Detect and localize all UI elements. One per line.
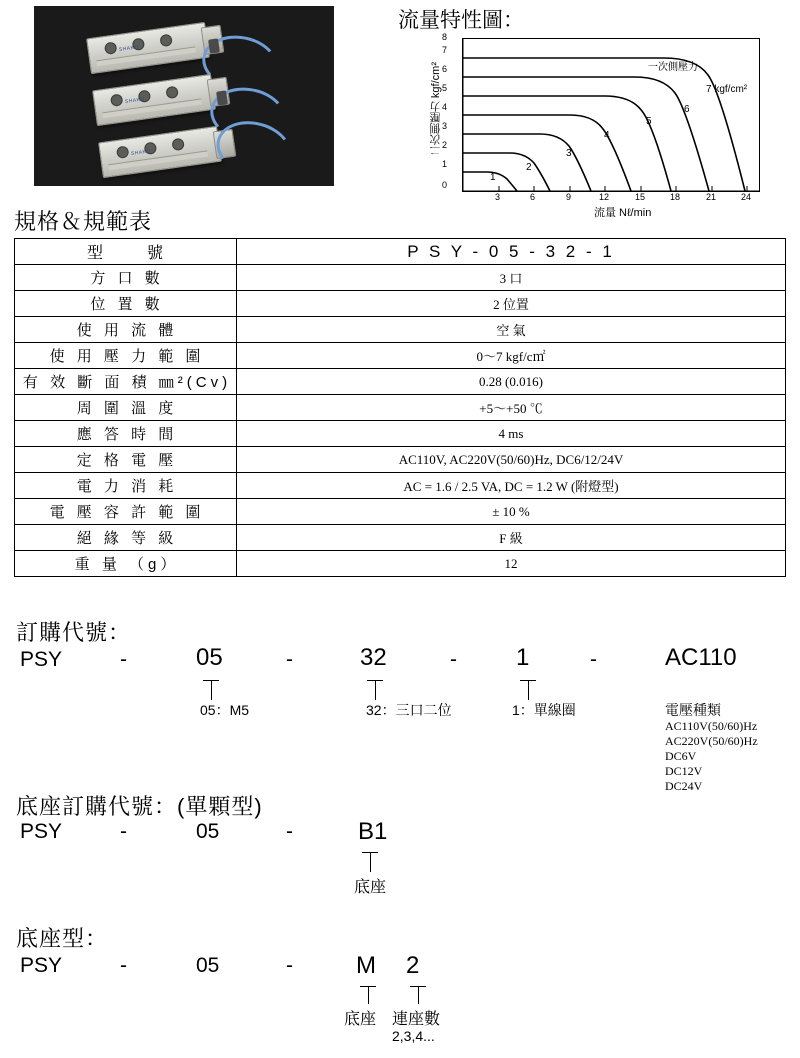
voltage-note-title: 電壓種類 xyxy=(665,702,721,718)
order-code-prefix: PSY xyxy=(20,648,63,671)
order-note-type: 32：三口二位 xyxy=(366,702,452,718)
leader-line xyxy=(368,986,369,1004)
spec-heading: 規格＆規範表 xyxy=(14,209,153,234)
chart-xtick: 3 xyxy=(495,192,501,202)
chart-xtick: 6 xyxy=(530,192,536,202)
table-row xyxy=(15,291,786,317)
basetype-code-dash: - xyxy=(120,954,127,977)
brand-label: SHAKO xyxy=(130,148,152,158)
spec-label: 應 答 時 間 xyxy=(15,421,237,447)
order-code-dash: - xyxy=(450,648,457,671)
product-photo xyxy=(34,6,334,186)
order-note-bore: 05：M5 xyxy=(200,702,250,718)
basetype-note-count: 連座數 xyxy=(392,1011,441,1028)
order-code-dash: - xyxy=(590,648,597,671)
leader-line xyxy=(418,986,419,1004)
chart-ytick: 6 xyxy=(442,64,448,74)
chart-curve-label: 3 xyxy=(566,148,572,159)
spec-label: 周 圍 溫 度 xyxy=(15,395,237,421)
table-row xyxy=(15,369,786,395)
chart-xtick: 15 xyxy=(635,192,646,202)
basetype-code-dash: - xyxy=(286,954,293,977)
base-order-heading: 底座訂購代號：(單顆型) xyxy=(16,794,263,819)
flow-characteristic-chart xyxy=(430,32,772,219)
chart-curve-label: 6 xyxy=(684,104,690,115)
valve-knob-icon xyxy=(171,138,185,152)
table-row xyxy=(15,447,786,473)
chart-curve-label: 1 xyxy=(490,172,496,183)
spec-value: F 級 xyxy=(237,525,786,551)
chart-xtick: 21 xyxy=(706,192,717,202)
base-code-dash: - xyxy=(120,820,127,843)
table-row xyxy=(15,551,786,577)
basetype-code-base: M xyxy=(356,952,376,979)
spec-value: 空 氣 xyxy=(237,317,786,343)
order-code-voltage: AC110 xyxy=(665,644,737,671)
spec-label: 絕 緣 等 級 xyxy=(15,525,237,551)
chart-curve-label: 4 xyxy=(604,130,610,141)
valve-knob-icon xyxy=(104,41,118,55)
spec-label: 電 壓 容 許 範 圍 xyxy=(15,499,237,525)
table-row xyxy=(15,395,786,421)
spec-label: 使 用 壓 力 範 圍 xyxy=(15,343,237,369)
chart-ytick: 0 xyxy=(442,180,448,190)
chart-curve-label: 2 xyxy=(526,162,532,173)
chart-ytick: 7 xyxy=(442,45,448,55)
spec-value: 0.28 (0.016) xyxy=(237,369,786,395)
chart-xtick: 18 xyxy=(670,192,681,202)
table-row xyxy=(15,265,786,291)
spec-value: AC110V, AC220V(50/60)Hz, DC6/12/24V xyxy=(237,447,786,473)
valve-knob-icon xyxy=(165,86,179,100)
table-row xyxy=(15,473,786,499)
base-type-heading: 底座型： xyxy=(16,926,109,951)
order-heading: 訂購代號： xyxy=(16,620,132,645)
flow-chart-title: 流量特性圖： xyxy=(398,9,524,32)
spec-label: 方 口 數 xyxy=(15,265,237,291)
spec-label: 有 效 斷 面 積 ㎜²(Cv) xyxy=(15,369,237,395)
chart-annotation: 一次側壓力 xyxy=(648,62,698,73)
chart-unit-note: 7 kgf/cm² xyxy=(706,84,748,95)
spec-label: 定 格 電 壓 xyxy=(15,447,237,473)
table-row xyxy=(15,525,786,551)
chart-ytick: 3 xyxy=(442,121,448,131)
spec-label: 重 量 （g） xyxy=(15,551,237,577)
valve-unit xyxy=(92,74,216,126)
basetype-code-count: 2 xyxy=(406,952,420,979)
spec-value: AC = 1.6 / 2.5 VA, DC = 1.2 W (附燈型) xyxy=(237,473,786,499)
valve-knob-icon xyxy=(110,93,124,107)
basetype-code-bore: 05 xyxy=(196,954,220,977)
spec-value: P S Y - 0 5 - 3 2 - 1 xyxy=(237,239,786,265)
spec-value: 12 xyxy=(237,551,786,577)
voltage-option: AC220V(50/60)Hz xyxy=(665,734,758,748)
order-code-coil: 1 xyxy=(516,644,530,671)
order-note-coil: 1：單線圈 xyxy=(512,702,576,718)
voltage-option: DC6V xyxy=(665,749,697,763)
spec-label: 電 力 消 耗 xyxy=(15,473,237,499)
spec-value: ± 10 % xyxy=(237,499,786,525)
spec-label: 型 號 xyxy=(15,239,237,265)
chart-ytick: 4 xyxy=(442,102,448,112)
tube-fitting xyxy=(216,90,228,105)
valve-knob-icon xyxy=(159,34,173,48)
valve-knob-icon xyxy=(116,145,130,159)
voltage-option: DC24V xyxy=(665,779,703,793)
basetype-note-count-values: 2,3,4... xyxy=(392,1028,435,1044)
basetype-code-prefix: PSY xyxy=(20,954,63,977)
order-code-dash: - xyxy=(286,648,293,671)
chart-xtick: 12 xyxy=(599,192,610,202)
chart-ytick: 2 xyxy=(442,140,448,150)
spec-label: 使 用 流 體 xyxy=(15,317,237,343)
chart-ytick: 5 xyxy=(442,83,448,93)
specification-table xyxy=(14,238,786,577)
spec-value: 2 位置 xyxy=(237,291,786,317)
spec-value: +5～+50 ℃ xyxy=(237,395,786,421)
order-code-bore: 05 xyxy=(196,644,223,671)
leader-line xyxy=(370,852,371,872)
valve-unit xyxy=(86,22,210,74)
spec-value: 0～7 kgf/c㎡ xyxy=(237,343,786,369)
spec-value: 3 口 xyxy=(237,265,786,291)
leader-line xyxy=(375,680,376,700)
spec-value: 4 ms xyxy=(237,421,786,447)
spec-label: 位 置 數 xyxy=(15,291,237,317)
order-code-type: 32 xyxy=(360,644,387,671)
base-order-note: 底座 xyxy=(354,879,387,896)
table-row xyxy=(15,239,786,265)
chart-y-axis-label: 二次側壓力 kgf/cm² xyxy=(430,62,442,157)
brand-label: SHAKO xyxy=(124,96,146,106)
base-code-bore: 05 xyxy=(196,820,220,843)
chart-curve-label: 5 xyxy=(646,116,652,127)
table-row xyxy=(15,343,786,369)
tube-fitting xyxy=(208,38,220,53)
chart-x-axis-label: 流量 Nℓ/min xyxy=(594,207,652,219)
valve-unit xyxy=(98,126,222,178)
basetype-note-base: 底座 xyxy=(344,1011,377,1028)
table-row xyxy=(15,499,786,525)
order-code-dash: - xyxy=(120,648,127,671)
chart-ytick: 8 xyxy=(442,32,448,42)
leader-line xyxy=(211,680,212,700)
table-row xyxy=(15,317,786,343)
leader-line xyxy=(528,680,529,700)
voltage-option: AC110V(50/60)Hz xyxy=(665,719,758,733)
voltage-option: DC12V xyxy=(665,764,703,778)
base-code-prefix: PSY xyxy=(20,820,63,843)
base-code-base: B1 xyxy=(358,818,388,845)
brand-label: SHAKO xyxy=(118,44,140,54)
base-code-dash: - xyxy=(286,820,293,843)
chart-ytick: 1 xyxy=(442,159,448,169)
table-row xyxy=(15,421,786,447)
chart-xtick: 9 xyxy=(566,192,572,202)
chart-xtick: 24 xyxy=(741,192,752,202)
